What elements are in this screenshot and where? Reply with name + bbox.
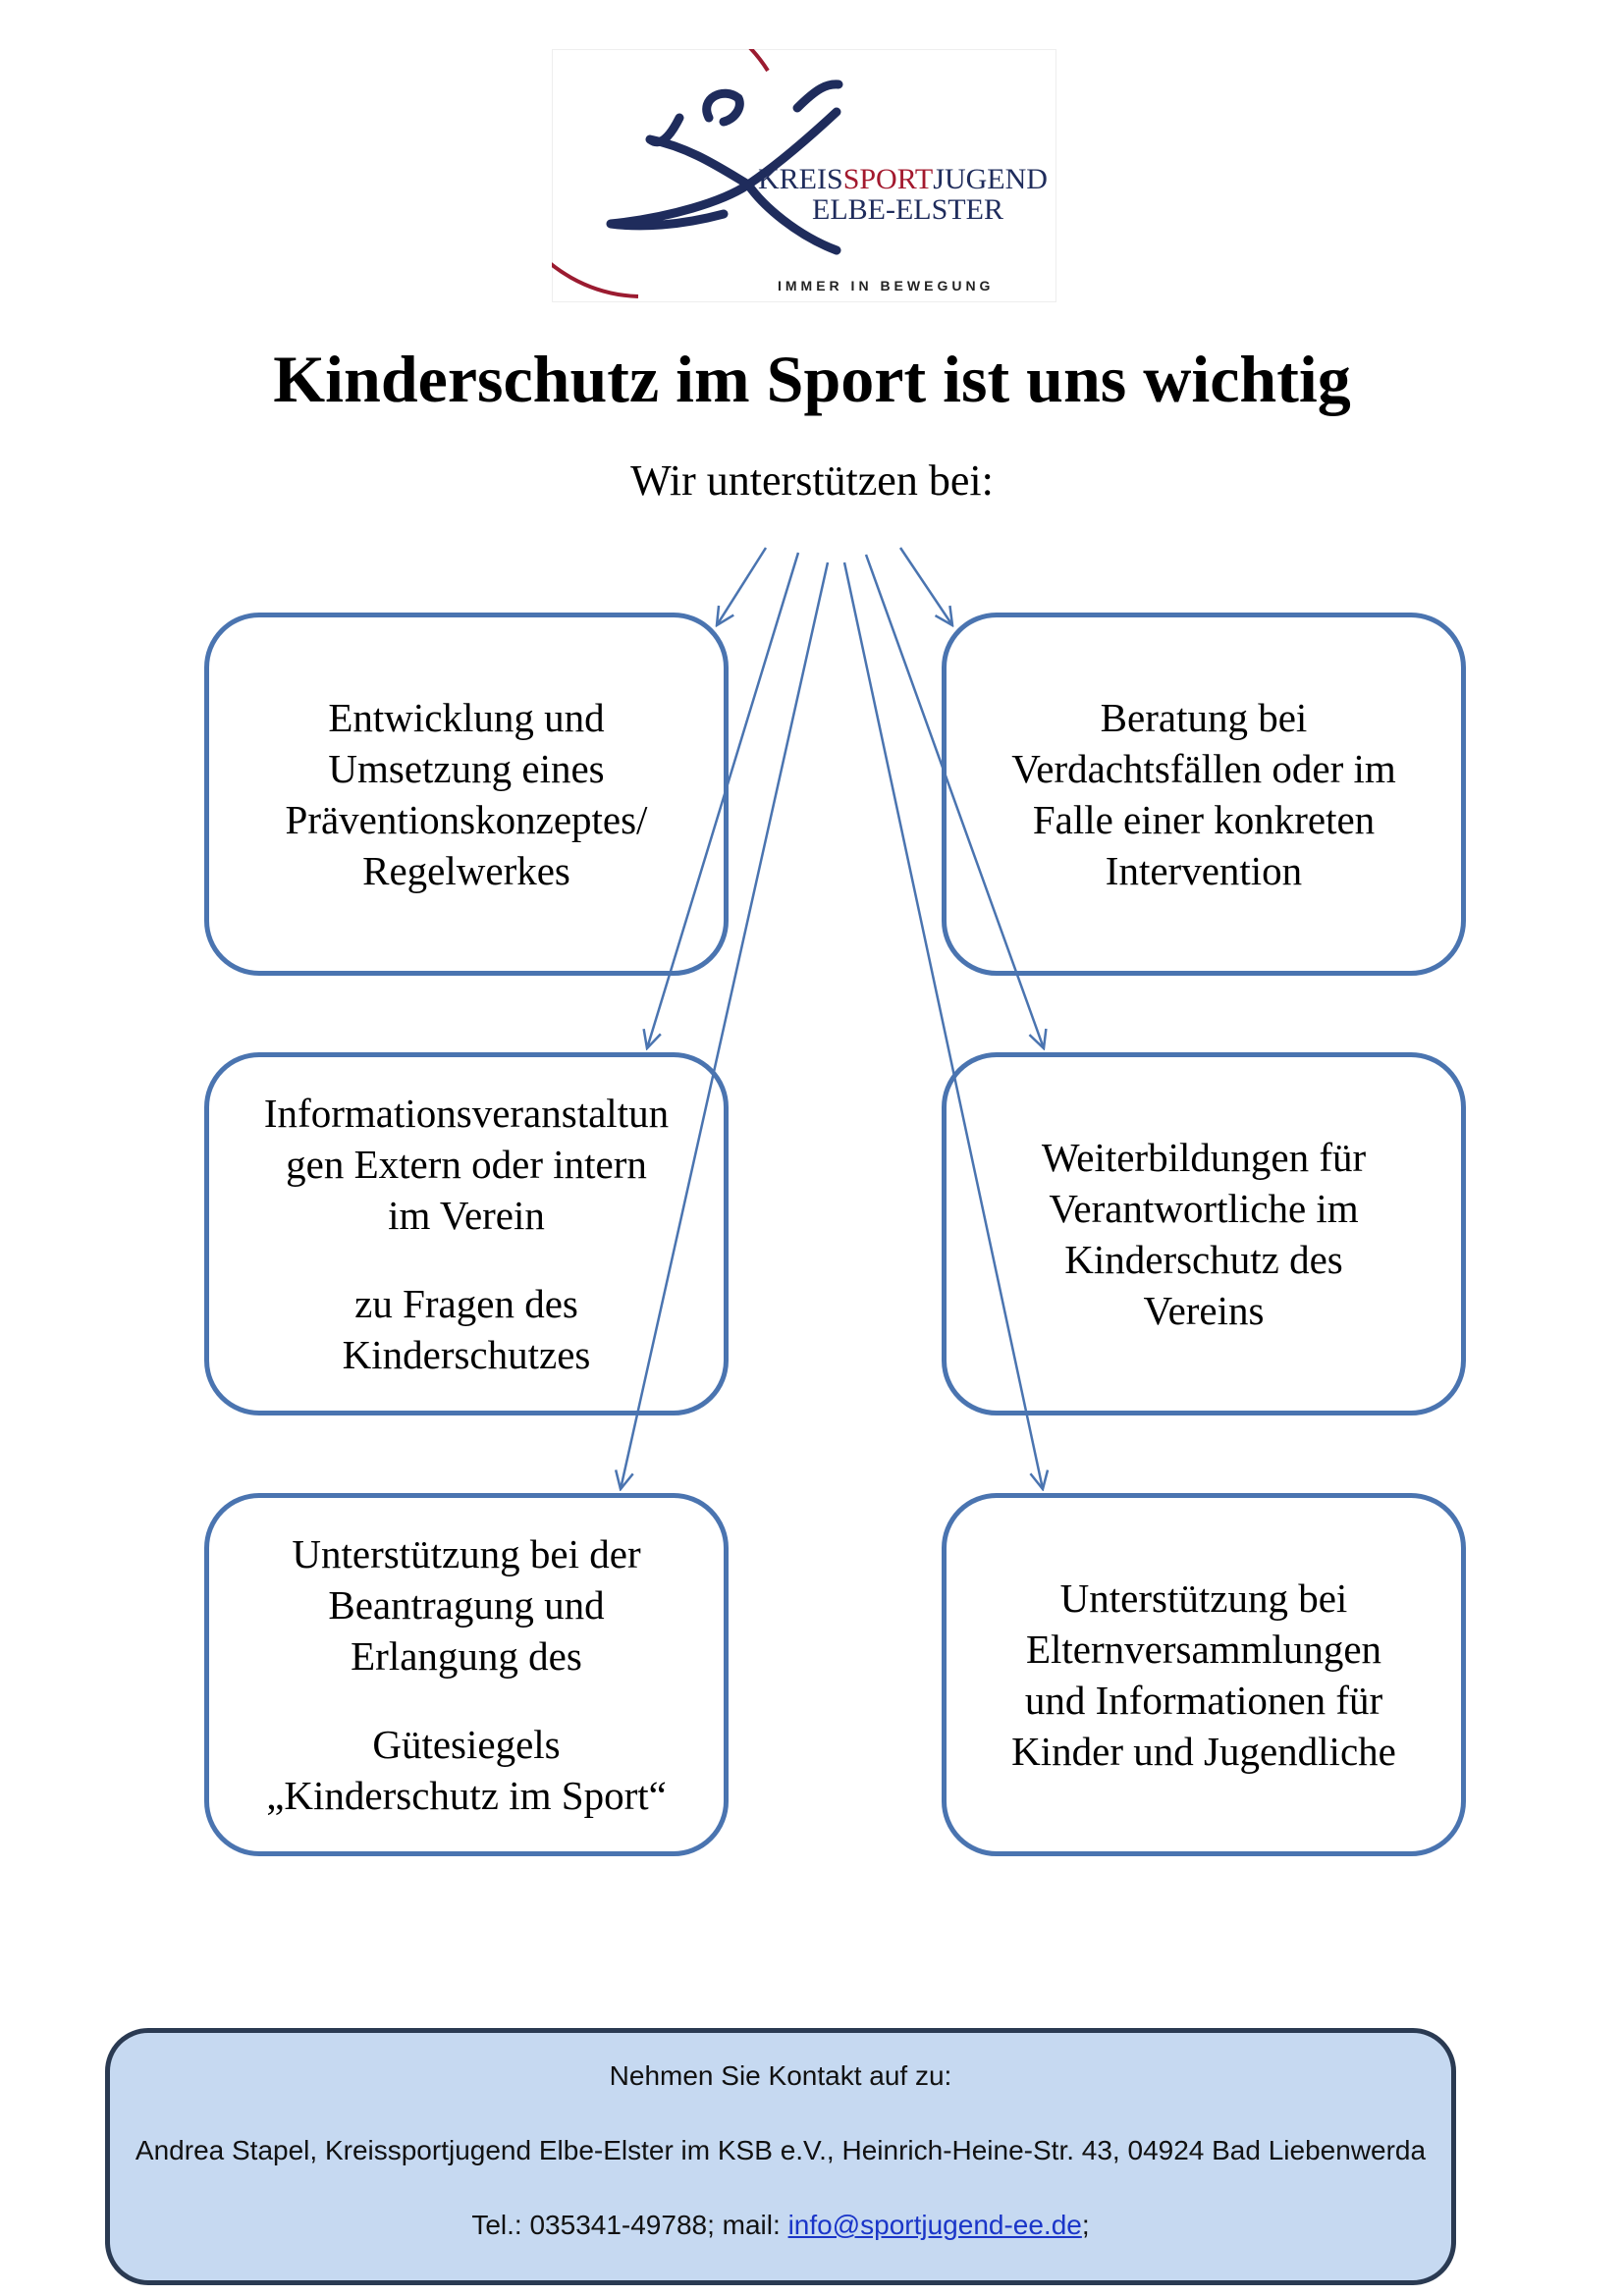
box-line: Regelwerkes: [362, 848, 570, 893]
logo-name-line2: ELBE-ELSTER: [812, 193, 1003, 226]
service-box-quality-seal: [204, 1493, 729, 1856]
box-line: Entwicklung und: [328, 695, 605, 740]
logo-name-part3: JUGEND: [933, 163, 1048, 195]
box-line: Kinderschutz des: [1064, 1237, 1343, 1282]
box-line: Unterstützung bei: [1059, 1575, 1348, 1621]
contact-box: [105, 2028, 1456, 2285]
box-line: Präventionskonzeptes/: [285, 797, 648, 842]
contact-address: Andrea Stapel, Kreissportjugend Elbe-Elster im KSB e.V., Heinrich-Heine-Str. 43, 04924 Bad Liebenwerda: [135, 2135, 1427, 2165]
box-line: Erlangung des: [351, 1633, 582, 1679]
service-box-prevention-concept: [204, 613, 729, 976]
box-line: Weiterbildungen für: [1041, 1135, 1367, 1180]
box-line: Elternversammlungen: [1025, 1627, 1382, 1672]
box-line: im Verein: [388, 1193, 545, 1238]
page-title: Kinderschutz im Sport ist uns wichtig: [273, 342, 1351, 416]
kreissportjugend-logo: [552, 49, 1056, 302]
contact-phone: Tel.: 035341-49788; mail:: [471, 2210, 788, 2240]
box-line: Intervention: [1105, 848, 1303, 893]
page-subtitle: Wir unterstützen bei:: [630, 456, 994, 505]
box-line: Gütesiegels: [372, 1722, 561, 1767]
logo-tagline: IMMER IN BEWEGUNG: [778, 278, 995, 294]
logo-name-part1: KREIS: [758, 163, 843, 195]
box-line: Beantragung und: [328, 1582, 605, 1628]
box-line: „Kinderschutz im Sport“: [266, 1773, 667, 1818]
arrow-to-box-counseling: [900, 548, 952, 625]
contact-phone-mail: [110, 2210, 1451, 2241]
arrow-to-box-prevention: [717, 548, 766, 625]
logo-name-part2: SPORT: [842, 163, 934, 195]
box-line: Beratung bei: [1100, 695, 1308, 740]
contact-intro: Nehmen Sie Kontakt auf zu:: [609, 2060, 952, 2091]
box-line: Kinder und Jugendliche: [1011, 1729, 1396, 1774]
service-box-parent-meetings: [942, 1493, 1466, 1856]
box-line: Informationsveranstaltun: [263, 1091, 670, 1136]
contact-suffix: ;: [1081, 2210, 1090, 2240]
box-line: Verdachtsfällen oder im: [1011, 746, 1396, 791]
box-line: gen Extern oder intern: [286, 1142, 647, 1187]
box-line: Umsetzung eines: [328, 746, 605, 791]
box-line: Falle einer konkreten: [1032, 797, 1376, 842]
service-box-counseling: [942, 613, 1466, 976]
contact-email-link[interactable]: info@sportjugend-ee.de: [787, 2210, 1082, 2240]
svg-text:KREISSPORTJUGEND: [758, 163, 1048, 195]
box-line: zu Fragen des: [354, 1281, 578, 1326]
box-line: Vereins: [1143, 1288, 1265, 1333]
box-line: und Informationen für: [1024, 1678, 1383, 1723]
box-line: Unterstützung bei der: [292, 1531, 641, 1576]
box-line: Verantwortliche im: [1049, 1186, 1359, 1231]
service-box-information-events: [204, 1052, 729, 1415]
box-line: Kinderschutzes: [342, 1332, 591, 1377]
service-box-training: [942, 1052, 1466, 1415]
